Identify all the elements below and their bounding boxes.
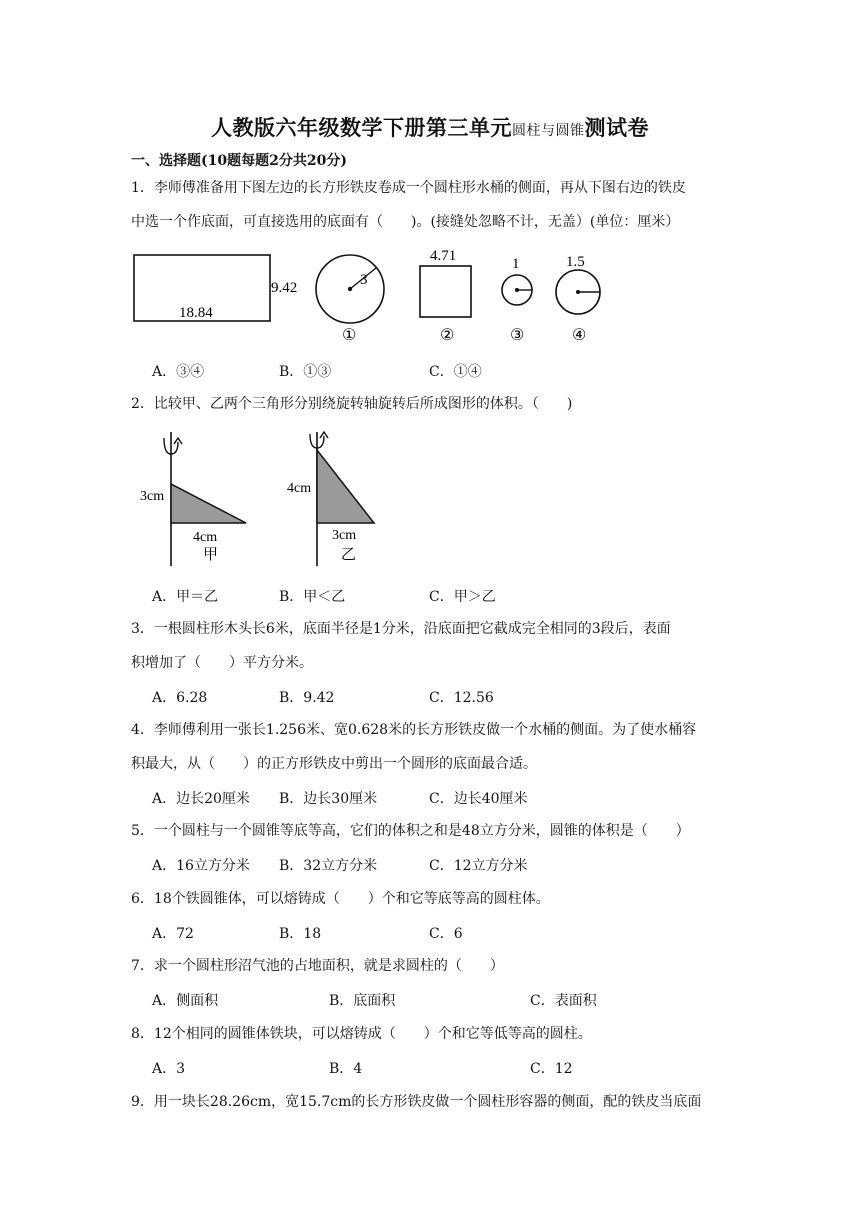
circle-4-radius-label: 1.5 [566,254,585,270]
option-a[interactable]: A．72 [152,926,194,942]
option-a[interactable]: A．甲＝乙 [152,589,219,605]
option-b[interactable]: B．边长30厘米 [279,791,378,807]
question-7: 7．求一个圆柱形沼气池的占地面积，就是求圆柱的（ ） [131,958,504,974]
question-2: 2．比较甲、乙两个三角形分别绕旋转轴旋转后所成图形的体积。（ ) [131,396,573,412]
option-a[interactable]: A．边长20厘米 [152,791,250,807]
option-c[interactable]: C．①④ [429,364,482,380]
option-c[interactable]: C．表面积 [530,993,597,1009]
option-c[interactable]: C．6 [429,926,463,942]
question-1-figure [0,240,860,350]
question-6: 6．18个铁圆锥体，可以熔铸成（ ）个和它等底等高的圆柱体。 [131,891,550,907]
option-a[interactable]: A．6.28 [152,690,208,706]
option-c[interactable]: C．甲＞乙 [429,589,496,605]
rect-width-label: 18.84 [179,305,213,321]
title-subject: 圆柱与圆锥 [512,123,585,139]
question-5: 5．一个圆柱与一个圆锥等底等高，它们的体积之和是48立方分米，圆锥的体积是（ ） [131,823,690,839]
label-3: ③ [510,327,525,344]
option-a[interactable]: A．16立方分米 [152,858,250,874]
option-b[interactable]: B．9.42 [279,690,335,706]
yi-base-label: 3cm [332,528,357,543]
option-b[interactable]: B．甲＜乙 [279,589,346,605]
jia-label: 甲 [203,547,219,563]
option-a[interactable]: A．③④ [152,364,205,380]
question-8: 8．12个相同的圆锥体铁块，可以熔铸成（ ）个和它等低等高的圆柱。 [131,1026,592,1042]
title-main: 人教版六年级数学下册第三单元 [211,115,512,140]
option-b[interactable]: B．18 [279,926,322,942]
title-suffix: 测试卷 [584,115,649,140]
question-4-line-2: 积最大，从（ ）的正方形铁皮中剪出一个圆形的底面最合适。 [131,756,537,772]
section-heading: 一、选择题(10题每题2分共20分) [131,153,347,169]
yi-triangle [317,450,374,523]
option-a[interactable]: A．侧面积 [152,993,219,1009]
option-b[interactable]: B．底面积 [329,993,396,1009]
circle-3-radius-label: 1 [512,256,520,272]
yi-height-label: 4cm [287,481,312,496]
jia-height-label: 3cm [140,489,165,504]
page-title [0,112,860,142]
circle-1-radius-label: 3 [360,272,368,288]
yi-label: 乙 [341,547,357,563]
option-b[interactable]: B．32立方分米 [279,858,378,874]
question-3-line-1: 3．一根圆柱形木头长6米，底面半径是1分米，沿底面把它截成完全相同的3段后，表面 [131,621,671,637]
question-1-line-2: 中选一个作底面，可直接选用的底面有（ )。(接缝处忽略不计，无盖）(单位：厘米） [131,214,680,230]
label-4: ④ [572,327,587,344]
option-b[interactable]: B．①③ [279,364,332,380]
label-1: ① [342,327,357,344]
circle-3-center [515,288,519,292]
jia-base-label: 4cm [193,530,218,545]
option-c[interactable]: C．12 [530,1061,573,1077]
question-4-line-1: 4．李师傅利用一张长1.256米、宽0.628米的长方形铁皮做一个水桶的侧面。为了使水桶容 [131,722,697,738]
option-c[interactable]: C．边长40厘米 [429,791,528,807]
label-2: ② [440,327,455,344]
circle-1-center [348,287,352,291]
option-b[interactable]: B．4 [329,1061,363,1077]
question-3-line-2: 积增加了（ ）平方分米。 [131,655,313,671]
question-2-figure [0,428,860,568]
option-c[interactable]: C．12立方分米 [429,858,528,874]
question-9: 9．用一块长28.26cm，宽15.7cm的长方形铁皮做一个圆柱形容器的侧面，配的铁皮当底面 [131,1094,702,1110]
square-sheet [420,266,471,317]
option-a[interactable]: A．3 [152,1061,186,1077]
question-1-line-1: 1．李师傅准备用下图左边的长方形铁皮卷成一个圆柱形水桶的侧面，再从下图右边的铁皮 [131,180,686,196]
jia-triangle [171,484,246,523]
rect-height-label: 9.42 [271,280,298,296]
circle-4-center [576,290,580,294]
option-c[interactable]: C．12.56 [429,690,494,706]
square-side-label: 4.71 [430,248,457,264]
